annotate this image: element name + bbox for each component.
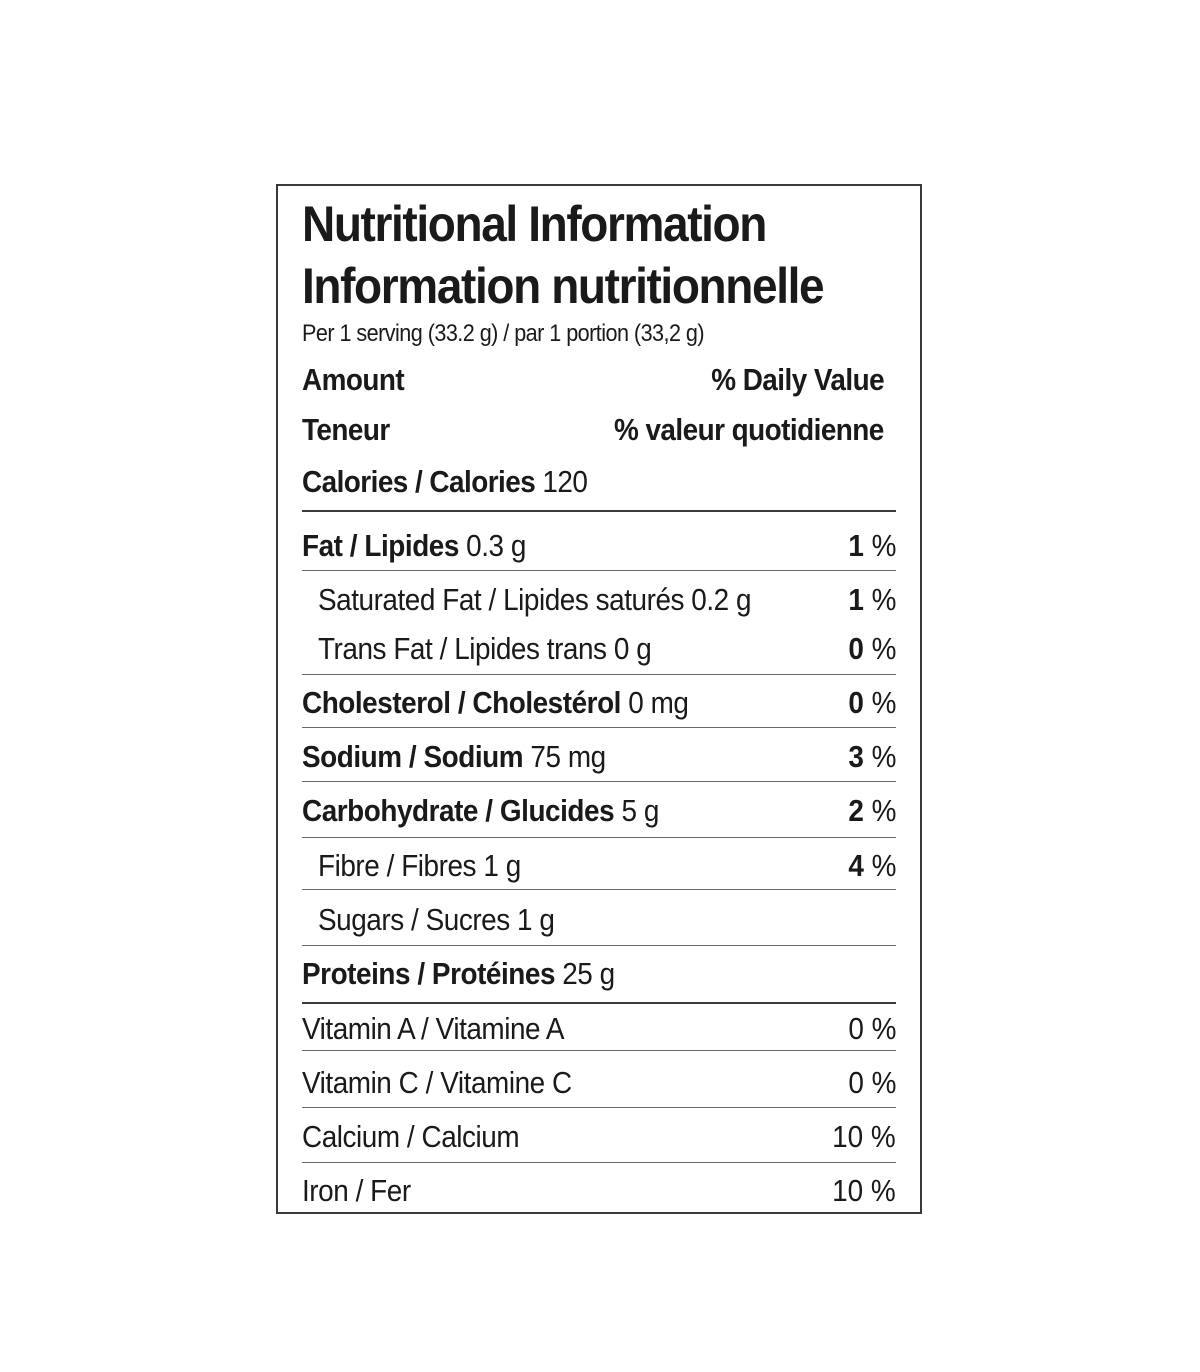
divider [302, 1002, 896, 1004]
nutrient-label: Trans Fat / Lipides trans 0 g [318, 631, 652, 666]
percent-unit: % [871, 528, 896, 563]
nutrient-row-cholesterol [302, 681, 896, 725]
vitamin-label: Vitamin A / Vitamine A [302, 1011, 565, 1046]
vitamin-row-iron [302, 1169, 896, 1213]
nutrient-row-fibre [302, 844, 896, 888]
divider [302, 781, 896, 782]
nutrient-label: Proteins / Protéines [302, 956, 556, 991]
daily-value: 0 [847, 631, 864, 666]
nutrient-label: Carbohydrate / Glucides [302, 793, 615, 828]
divider [302, 570, 896, 571]
divider [302, 837, 896, 838]
vitamin-row-calcium [302, 1115, 896, 1159]
amount-header-fr: Teneur [302, 412, 390, 447]
nutrient-label: Fat / Lipides [302, 528, 459, 563]
amount-header-en: Amount [302, 362, 405, 397]
serving-size: Per 1 serving (33.2 g) / par 1 portion (33,2 g) [302, 320, 705, 347]
divider [302, 889, 896, 890]
nutrient-row-fat [302, 524, 896, 568]
divider [302, 1162, 896, 1163]
daily-value: 1 [847, 582, 864, 617]
percent-unit: % [871, 848, 896, 883]
divider [302, 1050, 896, 1051]
vitamin-daily-value: 0 % [847, 1065, 896, 1100]
vitamin-row-vitamin-c [302, 1061, 896, 1105]
nutrient-label: Cholesterol / Cholestérol [302, 685, 621, 720]
nutrient-amount: 5 g [621, 793, 659, 828]
daily-value-header-en: % Daily Value [711, 362, 884, 397]
nutrient-amount: 25 g [562, 956, 615, 991]
percent-unit: % [871, 685, 896, 720]
percent-unit: % [871, 631, 896, 666]
divider [302, 945, 896, 946]
vitamin-daily-value: 0 % [847, 1011, 896, 1046]
vitamin-row-vitamin-a [302, 1007, 896, 1051]
daily-value: 1 [847, 528, 864, 563]
nutrient-row-trans-fat [302, 627, 896, 671]
nutrient-row-proteins [302, 952, 896, 996]
nutrient-label: Saturated Fat / Lipides saturés 0.2 g [318, 582, 752, 617]
nutrient-row-sugars [302, 898, 896, 942]
divider [302, 510, 896, 512]
daily-value: 2 [847, 793, 864, 828]
title-french: Information nutritionnelle [302, 258, 824, 314]
nutrient-label: Sodium / Sodium [302, 739, 524, 774]
nutrient-row-saturated-fat [302, 578, 896, 622]
divider [302, 1107, 896, 1108]
vitamin-label: Calcium / Calcium [302, 1119, 520, 1154]
daily-value: 3 [847, 739, 864, 774]
vitamin-daily-value: 10 % [832, 1173, 896, 1208]
nutrient-amount: 75 mg [530, 739, 606, 774]
nutrient-row-sodium [302, 735, 896, 779]
title-english: Nutritional Information [302, 196, 766, 252]
vitamin-label: Vitamin C / Vitamine C [302, 1065, 572, 1100]
percent-unit: % [871, 739, 896, 774]
daily-value: 0 [847, 685, 864, 720]
percent-unit: % [871, 582, 896, 617]
vitamin-daily-value: 10 % [832, 1119, 896, 1154]
nutrition-facts-panel [276, 184, 922, 1214]
daily-value: 4 [847, 848, 864, 883]
calories-row [302, 464, 587, 500]
vitamin-label: Iron / Fer [302, 1173, 411, 1208]
nutrient-row-carbohydrate [302, 789, 896, 833]
daily-value-header-fr: % valeur quotidienne [614, 412, 884, 447]
divider [302, 674, 896, 675]
percent-unit: % [871, 793, 896, 828]
calories-value: 120 [542, 464, 588, 499]
divider [302, 727, 896, 728]
nutrient-amount: 0.3 g [466, 528, 526, 563]
calories-label: Calories / Calories [302, 464, 536, 499]
nutrient-label: Fibre / Fibres 1 g [318, 848, 521, 883]
nutrient-label: Sugars / Sucres 1 g [318, 902, 555, 937]
nutrient-amount: 0 mg [628, 685, 689, 720]
